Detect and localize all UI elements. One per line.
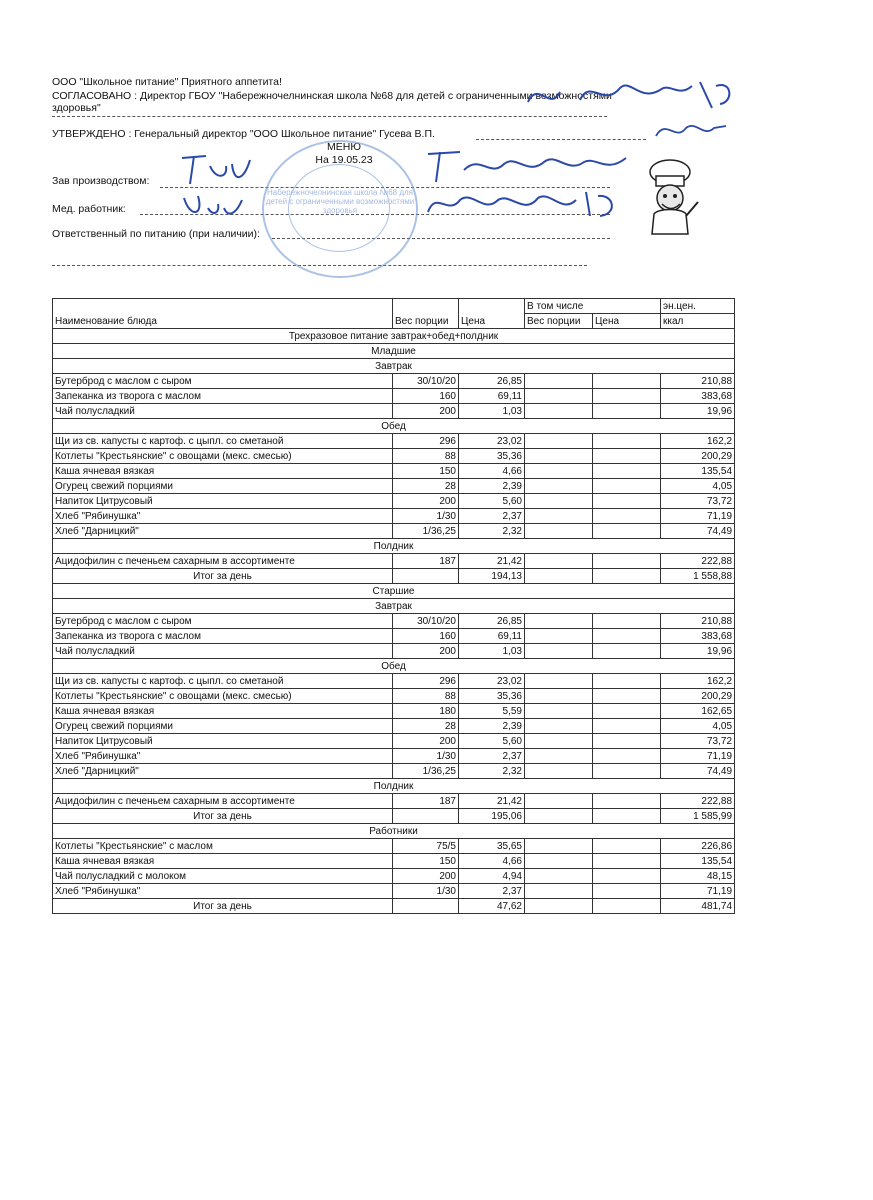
- incl-weight: [525, 764, 593, 779]
- dish-price: 21,42: [459, 794, 525, 809]
- medic-name-signature: [420, 186, 630, 222]
- table-row: [53, 749, 735, 764]
- incl-weight: [525, 854, 593, 869]
- dish-price: 21,42: [459, 554, 525, 569]
- meal-title-row: [53, 419, 735, 434]
- dish-price: 69,11: [459, 389, 525, 404]
- dish-energy: 48,15: [661, 869, 735, 884]
- dish-energy: 74,49: [661, 764, 735, 779]
- dish-name: Напиток Цитрусовый: [53, 494, 393, 509]
- dish-weight: 296: [393, 674, 459, 689]
- incl-price: [593, 449, 661, 464]
- dish-name: Хлеб "Рябинушка": [53, 749, 393, 764]
- dish-price: 2,32: [459, 524, 525, 539]
- menu-table-body: [53, 299, 735, 914]
- group-title: Старшие: [53, 584, 735, 599]
- production-name-signature: [420, 148, 640, 188]
- dish-weight: 296: [393, 434, 459, 449]
- dish-weight: 180: [393, 704, 459, 719]
- chef-logo-icon: [640, 158, 702, 238]
- incl-price: [593, 674, 661, 689]
- dish-energy: 383,68: [661, 389, 735, 404]
- dish-energy: 162,2: [661, 434, 735, 449]
- dish-energy: 210,88: [661, 614, 735, 629]
- incl-weight: [525, 554, 593, 569]
- dish-price: 35,36: [459, 449, 525, 464]
- table-row: [53, 509, 735, 524]
- incl-weight: [525, 734, 593, 749]
- total-label: Итог за день: [53, 809, 393, 824]
- dish-name: Котлеты "Крестьянские" с овощами (мекс. смесью): [53, 689, 393, 704]
- table-header-row: [53, 299, 735, 314]
- dish-weight: 28: [393, 479, 459, 494]
- dish-weight: 200: [393, 494, 459, 509]
- group-title: Работники: [53, 824, 735, 839]
- dish-price: 23,02: [459, 434, 525, 449]
- incl-weight: [525, 389, 593, 404]
- dish-name: Запеканка из творога с маслом: [53, 629, 393, 644]
- incl-weight: [525, 794, 593, 809]
- dish-weight: 200: [393, 644, 459, 659]
- dish-name: Бутерброд с маслом с сыром: [53, 374, 393, 389]
- director-signature: [520, 72, 750, 122]
- incl-weight: [525, 449, 593, 464]
- dish-price: 4,66: [459, 854, 525, 869]
- dish-weight: 200: [393, 869, 459, 884]
- production-label: Зав производством:: [52, 175, 150, 187]
- total-price: 194,13: [459, 569, 525, 584]
- table-row: [53, 434, 735, 449]
- incl-price: [593, 689, 661, 704]
- dish-weight: 88: [393, 689, 459, 704]
- incl-price: [593, 884, 661, 899]
- incl-weight: [525, 494, 593, 509]
- total-energy: 1 585,99: [661, 809, 735, 824]
- dish-price: 2,32: [459, 764, 525, 779]
- incl-price: [593, 614, 661, 629]
- incl-weight: [525, 509, 593, 524]
- table-row: [53, 869, 735, 884]
- incl-weight: [525, 884, 593, 899]
- dish-name: Чай полусладкий с молоком: [53, 869, 393, 884]
- dish-energy: 19,96: [661, 644, 735, 659]
- table-row: [53, 614, 735, 629]
- meal-title: Завтрак: [53, 599, 735, 614]
- dish-name: Каша ячневая вязкая: [53, 704, 393, 719]
- incl-weight: [525, 434, 593, 449]
- dish-energy: 162,2: [661, 674, 735, 689]
- col-incl-price-header: Цена: [593, 314, 661, 329]
- dish-price: 2,37: [459, 749, 525, 764]
- dish-name: Огурец свежий порциями: [53, 479, 393, 494]
- table-row: [53, 794, 735, 809]
- incl-price: [593, 569, 661, 584]
- dish-weight: 1/30: [393, 749, 459, 764]
- total-weight: [393, 569, 459, 584]
- incl-price: [593, 869, 661, 884]
- incl-price: [593, 464, 661, 479]
- dish-price: 69,11: [459, 629, 525, 644]
- incl-weight: [525, 524, 593, 539]
- group-title: Младшие: [53, 344, 735, 359]
- official-stamp: [262, 140, 418, 278]
- approved-line: УТВЕРЖДЕНО : Генеральный директор "ООО Школьное питание" Гусева В.П.: [52, 128, 435, 140]
- table-row: [53, 404, 735, 419]
- incl-price: [593, 554, 661, 569]
- total-weight: [393, 899, 459, 914]
- incl-weight: [525, 809, 593, 824]
- menu-table: [52, 298, 735, 914]
- col-price-header: Цена: [459, 299, 525, 329]
- dish-price: 5,60: [459, 734, 525, 749]
- incl-price: [593, 389, 661, 404]
- table-row: [53, 479, 735, 494]
- total-price: 195,06: [459, 809, 525, 824]
- incl-price: [593, 494, 661, 509]
- total-price: 47,62: [459, 899, 525, 914]
- incl-weight: [525, 479, 593, 494]
- total-row: [53, 569, 735, 584]
- incl-weight: [525, 464, 593, 479]
- agreed-line-2: здоровья": [52, 102, 101, 114]
- incl-price: [593, 839, 661, 854]
- incl-price: [593, 749, 661, 764]
- dish-energy: 200,29: [661, 689, 735, 704]
- incl-weight: [525, 674, 593, 689]
- ceo-signature: [652, 116, 732, 146]
- total-weight: [393, 809, 459, 824]
- dish-price: 23,02: [459, 674, 525, 689]
- dish-energy: 162,65: [661, 704, 735, 719]
- dish-name: Чай полусладкий: [53, 404, 393, 419]
- dish-name: Каша ячневая вязкая: [53, 854, 393, 869]
- dish-name: Каша ячневая вязкая: [53, 464, 393, 479]
- meal-title-row: [53, 539, 735, 554]
- incl-price: [593, 479, 661, 494]
- responsible-label: Ответственный по питанию (при наличии):: [52, 228, 260, 240]
- dish-weight: 28: [393, 719, 459, 734]
- incl-weight: [525, 749, 593, 764]
- incl-price: [593, 809, 661, 824]
- meal-title: Полдник: [53, 779, 735, 794]
- dish-price: 2,39: [459, 719, 525, 734]
- dish-name: Щи из св. капусты с картоф. с цыпл. со сметаной: [53, 674, 393, 689]
- dish-weight: 1/36,25: [393, 524, 459, 539]
- dish-weight: 30/10/20: [393, 374, 459, 389]
- incl-weight: [525, 689, 593, 704]
- dish-energy: 74,49: [661, 524, 735, 539]
- divider: [476, 139, 646, 140]
- table-row: [53, 644, 735, 659]
- dish-name: Хлеб "Рябинушка": [53, 884, 393, 899]
- dish-name: Хлеб "Дарницкий": [53, 524, 393, 539]
- incl-weight: [525, 614, 593, 629]
- dish-energy: 71,19: [661, 884, 735, 899]
- table-row: [53, 389, 735, 404]
- incl-price: [593, 629, 661, 644]
- table-row: [53, 494, 735, 509]
- dish-name: Ацидофилин с печеньем сахарным в ассортименте: [53, 554, 393, 569]
- incl-weight: [525, 569, 593, 584]
- table-row: [53, 464, 735, 479]
- col-incl-weight-header: Вес порции: [525, 314, 593, 329]
- dish-price: 1,03: [459, 404, 525, 419]
- dish-price: 5,60: [459, 494, 525, 509]
- stamp-text: Набережночелнинская школа №68 для детей с ограниченными возможностями здоровья: [265, 188, 415, 215]
- dish-name: Бутерброд с маслом с сыром: [53, 614, 393, 629]
- incl-price: [593, 524, 661, 539]
- group-title-row: [53, 584, 735, 599]
- dish-name: Огурец свежий порциями: [53, 719, 393, 734]
- table-row: [53, 524, 735, 539]
- agreed-line: СОГЛАСОВАНО : Директор ГБОУ "Набережночелнинская школа №68 для детей с ограниченными возможностями: [52, 90, 612, 102]
- dish-weight: 1/30: [393, 509, 459, 524]
- incl-weight: [525, 719, 593, 734]
- dish-energy: 73,72: [661, 494, 735, 509]
- dish-weight: 30/10/20: [393, 614, 459, 629]
- incl-price: [593, 794, 661, 809]
- plan-title: Трехразовое питание завтрак+обед+полдник: [53, 329, 735, 344]
- dish-energy: 4,05: [661, 479, 735, 494]
- table-row: [53, 629, 735, 644]
- meal-title: Обед: [53, 659, 735, 674]
- col-incl-header: В том числе: [525, 299, 661, 314]
- table-row: [53, 554, 735, 569]
- dish-name: Хлеб "Дарницкий": [53, 764, 393, 779]
- col-energy-unit: ккал: [661, 314, 735, 329]
- col-weight-header: Вес порции: [393, 299, 459, 329]
- dish-energy: 200,29: [661, 449, 735, 464]
- table-row: [53, 764, 735, 779]
- dish-name: Котлеты "Крестьянские" с маслом: [53, 839, 393, 854]
- dish-weight: 150: [393, 464, 459, 479]
- incl-price: [593, 764, 661, 779]
- incl-weight: [525, 374, 593, 389]
- table-row: [53, 704, 735, 719]
- dish-weight: 160: [393, 389, 459, 404]
- total-label: Итог за день: [53, 569, 393, 584]
- dish-weight: 200: [393, 734, 459, 749]
- incl-price: [593, 734, 661, 749]
- incl-price: [593, 719, 661, 734]
- meal-title-row: [53, 659, 735, 674]
- dish-name: Чай полусладкий: [53, 644, 393, 659]
- dish-price: 26,85: [459, 374, 525, 389]
- incl-weight: [525, 629, 593, 644]
- dish-energy: 222,88: [661, 794, 735, 809]
- dish-weight: 75/5: [393, 839, 459, 854]
- total-energy: 481,74: [661, 899, 735, 914]
- dish-energy: 226,86: [661, 839, 735, 854]
- meal-title-row: [53, 359, 735, 374]
- dish-name: Напиток Цитрусовый: [53, 734, 393, 749]
- total-energy: 1 558,88: [661, 569, 735, 584]
- table-row: [53, 674, 735, 689]
- menu-date: На 19.05.23: [315, 154, 373, 166]
- total-label: Итог за день: [53, 899, 393, 914]
- incl-price: [593, 404, 661, 419]
- dish-name: Щи из св. капусты с картоф. с цыпл. со сметаной: [53, 434, 393, 449]
- dish-energy: 73,72: [661, 734, 735, 749]
- group-title-row: [53, 344, 735, 359]
- dish-weight: 1/30: [393, 884, 459, 899]
- group-title-row: [53, 824, 735, 839]
- dish-weight: 187: [393, 554, 459, 569]
- dish-weight: 1/36,25: [393, 764, 459, 779]
- medic-signature: [180, 190, 250, 220]
- plan-row: [53, 329, 735, 344]
- table-row: [53, 734, 735, 749]
- col-name-header: Наименование блюда: [53, 299, 393, 329]
- incl-price: [593, 434, 661, 449]
- dish-price: 2,37: [459, 509, 525, 524]
- dish-energy: 71,19: [661, 509, 735, 524]
- dish-energy: 135,54: [661, 854, 735, 869]
- dish-energy: 222,88: [661, 554, 735, 569]
- dish-name: Ацидофилин с печеньем сахарным в ассортименте: [53, 794, 393, 809]
- dish-price: 5,59: [459, 704, 525, 719]
- table-row: [53, 839, 735, 854]
- incl-weight: [525, 404, 593, 419]
- dish-price: 2,39: [459, 479, 525, 494]
- dish-name: Запеканка из творога с маслом: [53, 389, 393, 404]
- incl-weight: [525, 899, 593, 914]
- dish-weight: 187: [393, 794, 459, 809]
- org-name: ООО "Школьное питание" Приятного аппетита!: [52, 76, 282, 88]
- dish-energy: 4,05: [661, 719, 735, 734]
- incl-price: [593, 644, 661, 659]
- table-row: [53, 719, 735, 734]
- dish-price: 35,36: [459, 689, 525, 704]
- dish-name: Котлеты "Крестьянские" с овощами (мекс. смесью): [53, 449, 393, 464]
- incl-price: [593, 704, 661, 719]
- table-row: [53, 449, 735, 464]
- meal-title: Обед: [53, 419, 735, 434]
- incl-weight: [525, 869, 593, 884]
- incl-price: [593, 854, 661, 869]
- dish-weight: 150: [393, 854, 459, 869]
- table-row: [53, 689, 735, 704]
- dish-weight: 88: [393, 449, 459, 464]
- dish-price: 26,85: [459, 614, 525, 629]
- dish-name: Хлеб "Рябинушка": [53, 509, 393, 524]
- medic-label: Мед. работник:: [52, 203, 126, 215]
- dish-energy: 210,88: [661, 374, 735, 389]
- dish-price: 2,37: [459, 884, 525, 899]
- incl-price: [593, 374, 661, 389]
- table-row: [53, 884, 735, 899]
- total-row: [53, 809, 735, 824]
- dish-weight: 160: [393, 629, 459, 644]
- meal-title-row: [53, 779, 735, 794]
- dish-price: 35,65: [459, 839, 525, 854]
- incl-price: [593, 509, 661, 524]
- menu-title: МЕНЮ: [327, 141, 361, 153]
- meal-title-row: [53, 599, 735, 614]
- dish-price: 4,66: [459, 464, 525, 479]
- dish-price: 1,03: [459, 644, 525, 659]
- table-row: [53, 854, 735, 869]
- dish-energy: 135,54: [661, 464, 735, 479]
- dish-energy: 19,96: [661, 404, 735, 419]
- meal-title: Завтрак: [53, 359, 735, 374]
- incl-price: [593, 899, 661, 914]
- col-energy-header: эн.цен.: [661, 299, 735, 314]
- incl-weight: [525, 839, 593, 854]
- production-signature: [176, 150, 256, 190]
- dish-energy: 71,19: [661, 749, 735, 764]
- total-row: [53, 899, 735, 914]
- table-row: [53, 374, 735, 389]
- dish-weight: 200: [393, 404, 459, 419]
- dish-price: 4,94: [459, 869, 525, 884]
- dish-energy: 383,68: [661, 629, 735, 644]
- meal-title: Полдник: [53, 539, 735, 554]
- incl-weight: [525, 704, 593, 719]
- incl-weight: [525, 644, 593, 659]
